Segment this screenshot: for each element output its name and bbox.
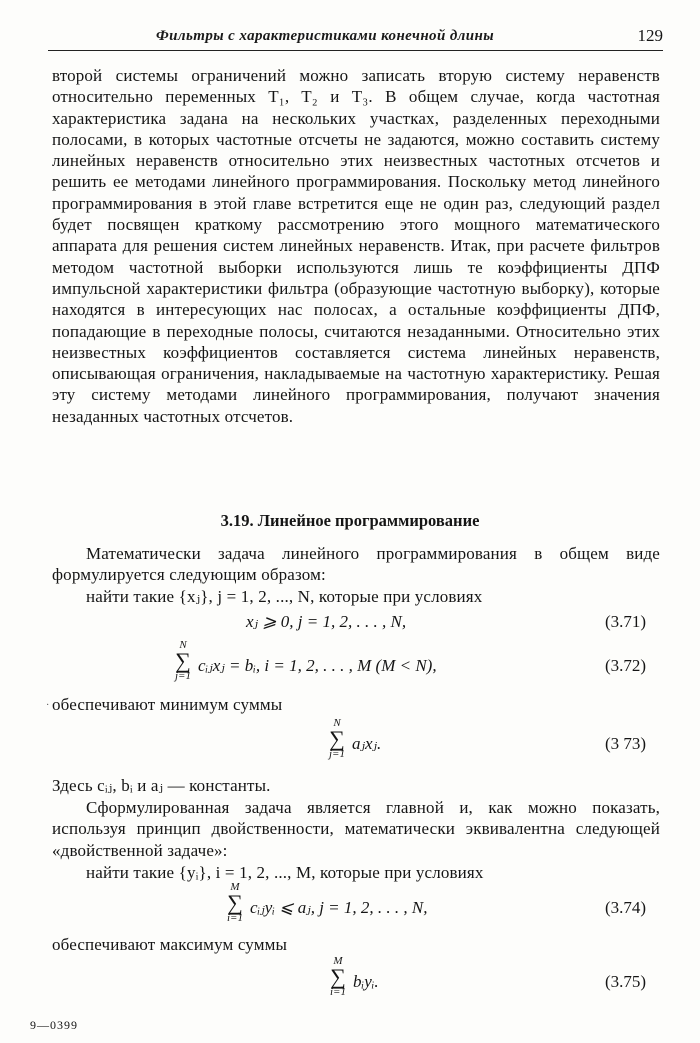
summation-sign: M ∑ i=1 xyxy=(227,881,243,924)
section-paragraph-1: Математически задача линейного программирования в общем виде формулируется следующим образом: xyxy=(52,544,660,585)
running-head xyxy=(48,28,663,51)
summation-sign: N ∑ j=1 xyxy=(175,639,191,682)
equation-number: (3 73) xyxy=(605,734,647,753)
signature-mark: 9—0399 xyxy=(30,1018,78,1032)
summation-sign: M ∑ i=1 xyxy=(330,955,346,998)
equation-number: (3.75) xyxy=(605,972,647,991)
margin-mark: · xyxy=(46,700,50,711)
dual-problem-paragraph: Сформулированная задача является главной и, как можно показать, используя принцип двойственности, математически эквивалентна следующей «двойственной задаче»: xyxy=(52,798,660,860)
equation-body: cᵢⱼyᵢ ⩽ aⱼ, j = 1, 2, . . . , N, xyxy=(250,898,428,917)
problem-statement: найти такие {xⱼ}, j = 1, 2, ..., N, которые при условиях xyxy=(86,587,483,606)
equation-number: (3.74) xyxy=(605,898,647,917)
equation-body: bᵢyᵢ. xyxy=(353,972,379,991)
section-paragraph-3: обеспечивают минимум суммы xyxy=(52,695,283,714)
dual-problem-statement: найти такие {yᵢ}, i = 1, 2, ..., M, которые при условиях xyxy=(86,863,484,882)
equation-body: cᵢⱼxⱼ = bᵢ, i = 1, 2, . . . , M (M < N), xyxy=(198,656,437,675)
section-heading: 3.19. Линейное программирование xyxy=(220,511,480,530)
intro-paragraph: второй системы ограничений можно записать вторую систему неравенств относительно переменных T₁, T₂ и T₃. В общем случае, когда частотная характеристика задана на нескольких участках, разделенных переходными полосами, в которых частотные отсчеты не задаются, можно составить систему линейных неравенств относительно этих неизвестных частотных отсчетов и решить ее методами линейного программирования. Поскольку метод линейного программирования в этой главе встретится еще не один раз, следующий раздел будет посвящен краткому рассмотрению этого мощного математического аппарата для решения систем линейных неравенств. Итак, при расчете фильтров методом частотной выборки используются лишь те коэффициенты ДПФ импульсной характеристики фильтра (образующие частотную выборку), которые находятся в интересующих нас полосах, а остальные коэффициенты ДПФ, попадающие в переходные полосы, считаются незаданными. Относительно этих неизвестных коэффициентов составляется система линейных неравенств, описывающая ограничения, накладываемые на частотную характеристику. Решая эту систему методами линейного программирования, получают значения незаданных частотных отсчетов. xyxy=(52,66,660,426)
equation-number: (3.71) xyxy=(605,612,647,631)
section-paragraph-7: обеспечивают максимум суммы xyxy=(52,935,288,954)
page-number: 129 xyxy=(637,26,663,45)
equation-3-72 xyxy=(0,640,700,692)
constants-note: Здесь cᵢⱼ, bᵢ и aⱼ — константы. xyxy=(52,776,271,795)
equation-body: aⱼxⱼ. xyxy=(352,734,382,753)
equation-3-74 xyxy=(0,882,700,934)
summation-sign: N ∑ j=1 xyxy=(329,717,345,760)
equation-3-73 xyxy=(0,718,700,770)
equation-body: xⱼ ⩾ 0, j = 1, 2, . . . , N, xyxy=(246,612,407,631)
running-title: Фильтры с характеристиками конечной длины xyxy=(156,28,495,44)
equation-3-75 xyxy=(0,956,700,1008)
equation-number: (3.72) xyxy=(605,656,647,675)
equation-3-71 xyxy=(0,612,700,636)
